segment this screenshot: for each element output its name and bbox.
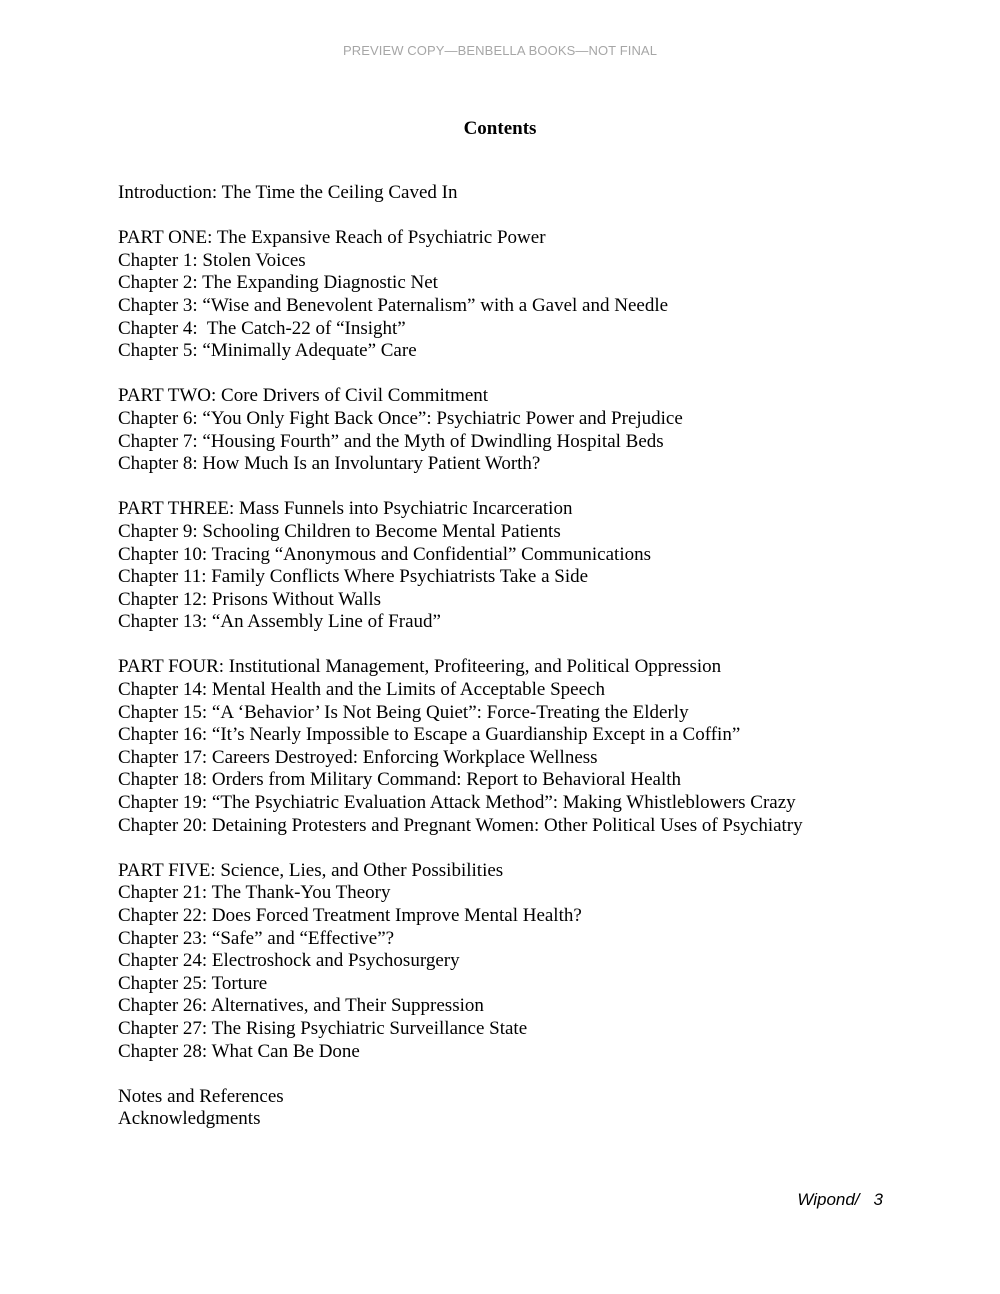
- toc-section: [118, 860, 878, 1063]
- toc-entry: Chapter 12: Prisons Without Walls: [118, 588, 382, 610]
- toc-section: [118, 385, 878, 475]
- toc-entry: Chapter 8: How Much Is an Involuntary Patient Worth?: [118, 453, 541, 475]
- toc-section: [118, 227, 878, 363]
- toc-entry: Acknowledgments: [118, 1108, 261, 1130]
- page-footer: [797, 1190, 883, 1210]
- toc-entry: Chapter 7: “Housing Fourth” and the Myth of Dwindling Hospital Beds: [118, 430, 664, 452]
- toc-entry: Chapter 21: The Thank-You Theory: [118, 882, 391, 904]
- toc-entry: Chapter 22: Does Forced Treatment Improve Mental Health?: [118, 905, 582, 926]
- toc-entry: Chapter 25: Torture: [118, 972, 268, 994]
- toc-entry: Chapter 26: Alternatives, and Their Suppression: [118, 995, 484, 1017]
- toc-entry: Chapter 15: “A ‘Behavior’ Is Not Being Quiet”: Force-Treating the Elderly: [118, 701, 689, 723]
- page-title: Contents: [463, 118, 537, 139]
- toc-entry: Chapter 1: Stolen Voices: [118, 249, 306, 271]
- toc-entry: Notes and References: [118, 1085, 284, 1107]
- page-number: 3: [873, 1190, 883, 1209]
- toc-entry: Chapter 13: “An Assembly Line of Fraud”: [118, 611, 441, 633]
- toc-entry: PART FIVE: Science, Lies, and Other Possibilities: [118, 859, 504, 881]
- toc-entry: Chapter 2: The Expanding Diagnostic Net: [118, 272, 438, 294]
- toc-entry: Chapter 6: “You Only Fight Back Once”: Psychiatric Power and Prejudice: [118, 407, 683, 429]
- toc-entry: PART ONE: The Expansive Reach of Psychiatric Power: [118, 227, 546, 249]
- toc-entry: Chapter 24: Electroshock and Psychosurgery: [118, 950, 460, 972]
- toc-entry: Chapter 19: “The Psychiatric Evaluation Attack Method”: Making Whistleblowers Crazy: [118, 792, 796, 814]
- toc-entry: Chapter 16: “It’s Nearly Impossible to Escape a Guardianship Except in a Coffin”: [118, 724, 741, 746]
- toc-entry: Chapter 9: Schooling Children to Become Mental Patients: [118, 520, 561, 542]
- preview-notice: PREVIEW COPY—BENBELLA BOOKS—NOT FINAL: [342, 43, 658, 58]
- toc-entry: Chapter 27: The Rising Psychiatric Surveillance State: [118, 1017, 528, 1039]
- toc-section: [118, 498, 878, 634]
- toc-entry: Chapter 3: “Wise and Benevolent Paternalism” with a Gavel and Needle: [118, 294, 669, 316]
- toc-section: [118, 656, 878, 837]
- toc-entry: Chapter 10: Tracing “Anonymous and Confidential” Communications: [118, 543, 651, 565]
- toc-section: [118, 1086, 878, 1131]
- toc-entry: PART THREE: Mass Funnels into Psychiatric Incarceration: [118, 498, 573, 520]
- toc-entry: Chapter 17: Careers Destroyed: Enforcing Workplace Wellness: [118, 746, 598, 768]
- toc-entry: PART FOUR: Institutional Management, Profiteering, and Political Oppression: [118, 656, 722, 678]
- toc-entry: Chapter 4: The Catch-22 of “Insight”: [118, 317, 406, 339]
- toc-entry: PART TWO: Core Drivers of Civil Commitment: [118, 385, 489, 407]
- running-author: Wipond/: [797, 1190, 860, 1209]
- table-of-contents: [118, 182, 878, 1154]
- toc-entry: Chapter 28: What Can Be Done: [118, 1040, 360, 1062]
- toc-entry: Chapter 11: Family Conflicts Where Psychiatrists Take a Side: [118, 566, 589, 588]
- toc-entry: Chapter 14: Mental Health and the Limits of Acceptable Speech: [118, 679, 605, 701]
- toc-entry: Chapter 18: Orders from Military Command: Report to Behavioral Health: [118, 769, 682, 791]
- toc-entry: Introduction: The Time the Ceiling Caved In: [118, 182, 458, 203]
- toc-entry: Chapter 23: “Safe” and “Effective”?: [118, 927, 395, 949]
- toc-entry: Chapter 20: Detaining Protesters and Pregnant Women: Other Political Uses of Psychiatry: [118, 814, 803, 836]
- toc-section: [118, 182, 878, 205]
- toc-entry: Chapter 5: “Minimally Adequate” Care: [118, 340, 417, 362]
